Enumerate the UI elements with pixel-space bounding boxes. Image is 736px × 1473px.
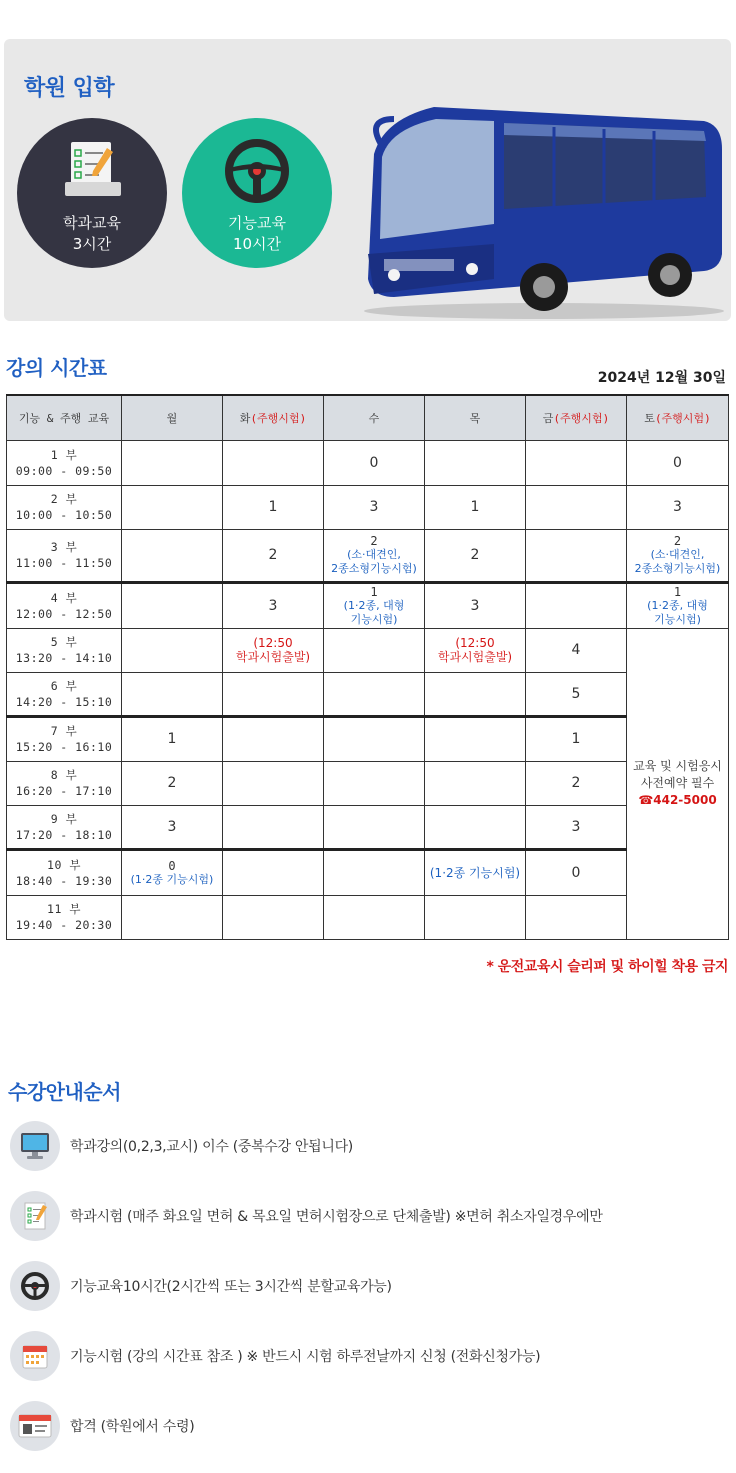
- cell-fri: [526, 895, 627, 939]
- period-time: 10:00 - 10:50: [15, 508, 113, 522]
- cell-wed: [324, 672, 425, 716]
- cell-fri: [526, 440, 627, 485]
- calendar-icon: [10, 1331, 60, 1381]
- cell-wed: [324, 805, 425, 849]
- cell-wed-note1: (소·대견인,: [347, 548, 401, 561]
- period-time: 19:40 - 20:30: [15, 918, 113, 932]
- cell-thu: [425, 716, 526, 761]
- table-row: [7, 582, 729, 628]
- period-time: 14:20 - 15:10: [15, 694, 113, 709]
- cell-fri: 5: [526, 672, 627, 716]
- period-time: 12:00 - 12:50: [15, 606, 113, 621]
- circle2-line2: 10시간: [232, 235, 282, 253]
- reservation-line2: 사전예약 필수: [640, 776, 715, 790]
- period-label: 1 부: [50, 447, 78, 462]
- cell-tue: [223, 895, 324, 939]
- circle2-line1: 기능교육: [228, 214, 286, 232]
- header-wed: 수: [324, 395, 425, 440]
- cell-tue: 2: [223, 529, 324, 582]
- cell-sat: [627, 529, 729, 582]
- cell-fri: 4: [526, 628, 627, 672]
- period-cell: [7, 716, 122, 761]
- cell-wed-note2: 기능시험): [350, 612, 398, 626]
- period-label: 8 부: [50, 768, 78, 782]
- circle1-line2: 3시간: [72, 235, 112, 253]
- cell-mon: 2: [122, 761, 223, 805]
- cell-mon-value: 0: [168, 858, 176, 873]
- cell-fri: [526, 485, 627, 529]
- step-item: [10, 1400, 730, 1452]
- cell-tue: [223, 440, 324, 485]
- cell-wed: [324, 761, 425, 805]
- sat-reservation-note: [627, 628, 729, 939]
- cell-tue: [223, 849, 324, 895]
- cell-tue: [223, 805, 324, 849]
- step-item: [10, 1330, 730, 1382]
- cell-thu: 3: [425, 582, 526, 628]
- header-sat-note: (주행시험): [654, 411, 711, 425]
- cell-tue-note2: 학과시험출발): [235, 650, 311, 664]
- cell-thu: 2: [425, 529, 526, 582]
- period-label: 3 부: [50, 540, 78, 554]
- cell-sat-note1: (1·2종, 대형: [647, 598, 708, 612]
- timetable-title: 강의 시간표: [6, 356, 107, 380]
- cell-thu-note1: (12:50: [455, 636, 495, 650]
- checklist-icon: [10, 1191, 60, 1241]
- header-thu: 목: [425, 395, 526, 440]
- theory-education-circle: [17, 118, 167, 268]
- cell-mon: 3: [122, 805, 223, 849]
- cell-tue: [223, 672, 324, 716]
- cell-wed: 0: [324, 440, 425, 485]
- cell-sat-note2: 기능시험): [654, 612, 701, 626]
- step-item: [10, 1120, 730, 1172]
- cell-mon-note: (1·2종 기능시험): [130, 872, 214, 886]
- cell-thu: [425, 761, 526, 805]
- table-row: [7, 849, 729, 895]
- table-row: [7, 529, 729, 582]
- cell-wed: 3: [324, 485, 425, 529]
- bus-image: [354, 79, 729, 321]
- header-sat-label: 토: [644, 411, 655, 425]
- cell-tue: [223, 628, 324, 672]
- period-time: 15:20 - 16:10: [15, 740, 113, 754]
- circle1-line1: 학과교육: [63, 214, 121, 232]
- timetable-header-row: [7, 395, 729, 440]
- cell-wed: [324, 628, 425, 672]
- cell-wed-value: 2: [370, 534, 378, 548]
- period-cell: [7, 672, 122, 716]
- header-mon: 월: [122, 395, 223, 440]
- period-time: 17:20 - 18:10: [15, 827, 113, 842]
- cell-wed-value: 1: [370, 584, 378, 599]
- period-label: 11 부: [47, 902, 81, 916]
- period-label: 6 부: [50, 678, 78, 693]
- period-time: 11:00 - 11:50: [15, 556, 113, 570]
- cell-thu: [425, 805, 526, 849]
- period-label: 4 부: [50, 590, 78, 605]
- cell-wed-note2: 2종소형기능시험): [331, 562, 417, 575]
- period-cell: [7, 849, 122, 895]
- step-item: [10, 1260, 730, 1312]
- step-text: 기능시험 (강의 시간표 참조 ) ※ 반드시 시험 하루전날까지 신청 (전화신청가능): [70, 1349, 541, 1365]
- cell-thu: (1·2종 기능시험): [425, 849, 526, 895]
- table-row: [7, 440, 729, 485]
- cell-mon: [122, 895, 223, 939]
- table-row: [7, 805, 729, 849]
- table-row: [7, 716, 729, 761]
- steps-title: 수강안내순서: [8, 1080, 121, 1104]
- cell-sat-note2: 2종소형기능시험): [634, 562, 721, 575]
- monitor-icon: [10, 1121, 60, 1171]
- reservation-phone[interactable]: ☎442-5000: [638, 793, 717, 807]
- cell-thu: [425, 440, 526, 485]
- cell-mon: [122, 672, 223, 716]
- header-tue-label: 화: [239, 411, 251, 425]
- period-time: 13:20 - 14:10: [15, 651, 113, 665]
- period-time: 18:40 - 19:30: [15, 873, 113, 888]
- cell-wed-note1: (1·2종, 대형: [343, 598, 405, 612]
- practical-education-circle: [182, 118, 332, 268]
- step-text: 합격 (학원에서 수령): [70, 1419, 195, 1435]
- period-time: 16:20 - 17:10: [15, 784, 113, 798]
- cell-wed: [324, 529, 425, 582]
- header-sat: [627, 395, 729, 440]
- cell-sat: [627, 582, 729, 628]
- cell-fri: 0: [526, 849, 627, 895]
- header-tue-note: (주행시험): [250, 411, 307, 425]
- cell-wed: [324, 895, 425, 939]
- cell-mon: [122, 582, 223, 628]
- cell-sat: 3: [627, 485, 729, 529]
- cell-tue: 3: [223, 582, 324, 628]
- cell-sat: 0: [627, 440, 729, 485]
- cell-thu: 1: [425, 485, 526, 529]
- table-row: [7, 672, 729, 716]
- license-card-icon: [10, 1401, 60, 1451]
- cell-sat-value: 1: [673, 584, 682, 599]
- cell-wed: [324, 716, 425, 761]
- step-text: 학과시험 (매주 화요일 면허 & 목요일 면허시험장으로 단체출발) ※면허 취소자일경우에만: [70, 1209, 603, 1225]
- steering-wheel-icon: [222, 136, 292, 212]
- step-item: [10, 1190, 730, 1242]
- header-fri: [526, 395, 627, 440]
- period-label: 9 부: [50, 811, 78, 826]
- period-label: 2 부: [50, 492, 78, 506]
- cell-thu: [425, 672, 526, 716]
- table-row: [7, 485, 729, 529]
- period-cell: [7, 895, 122, 939]
- cell-thu: [425, 895, 526, 939]
- checklist-icon: [57, 136, 127, 212]
- period-time: 09:00 - 09:50: [15, 463, 113, 478]
- banner-title: 학원 입학: [24, 76, 115, 101]
- period-cell: [7, 582, 122, 628]
- cell-tue-note1: (12:50: [253, 636, 293, 650]
- cell-tue: [223, 716, 324, 761]
- period-label: 5 부: [50, 635, 78, 649]
- header-tue: [223, 395, 324, 440]
- cell-tue: [223, 761, 324, 805]
- cell-wed: [324, 582, 425, 628]
- period-cell: [7, 628, 122, 672]
- period-cell: [7, 440, 122, 485]
- timetable: [6, 394, 729, 940]
- cell-fri: 1: [526, 716, 627, 761]
- reservation-line1: 교육 및 시험응시: [633, 759, 722, 773]
- header-fri-note: (주행시험): [553, 411, 610, 425]
- header-fri-label: 금: [542, 411, 554, 425]
- table-row: [7, 895, 729, 939]
- cell-mon: [122, 628, 223, 672]
- table-row: [7, 628, 729, 672]
- cell-tue: 1: [223, 485, 324, 529]
- cell-mon: 1: [122, 716, 223, 761]
- cell-wed: [324, 849, 425, 895]
- cell-mon: [122, 529, 223, 582]
- period-cell: [7, 805, 122, 849]
- cell-mon: [122, 440, 223, 485]
- timetable-date: 2024년 12월 30일: [597, 370, 726, 386]
- period-label: 10 부: [47, 857, 81, 872]
- cell-sat-note1: (소·대견인,: [650, 548, 705, 561]
- cell-thu: [425, 628, 526, 672]
- cell-fri: 2: [526, 761, 627, 805]
- cell-mon: [122, 849, 223, 895]
- admission-banner: [4, 39, 731, 321]
- step-text: 학과강의(0,2,3,교시) 이수 (중복수강 안됩니다): [70, 1139, 353, 1155]
- cell-fri: [526, 529, 627, 582]
- header-education: 기능 & 주행 교육: [7, 395, 122, 440]
- cell-fri: [526, 582, 627, 628]
- table-row: [7, 761, 729, 805]
- step-text: 기능교육10시간(2시간씩 또는 3시간씩 분할교육가능): [70, 1279, 392, 1295]
- cell-thu-note2: 학과시험출발): [437, 650, 513, 664]
- period-cell: [7, 529, 122, 582]
- period-label: 7 부: [50, 724, 78, 738]
- period-cell: [7, 761, 122, 805]
- cell-sat-value: 2: [673, 534, 682, 548]
- cell-mon: [122, 485, 223, 529]
- steering-wheel-icon: [10, 1261, 60, 1311]
- footwear-warning: * 운전교육시 슬리퍼 및 하이힐 착용 금지: [486, 959, 728, 975]
- cell-fri: 3: [526, 805, 627, 849]
- period-cell: [7, 485, 122, 529]
